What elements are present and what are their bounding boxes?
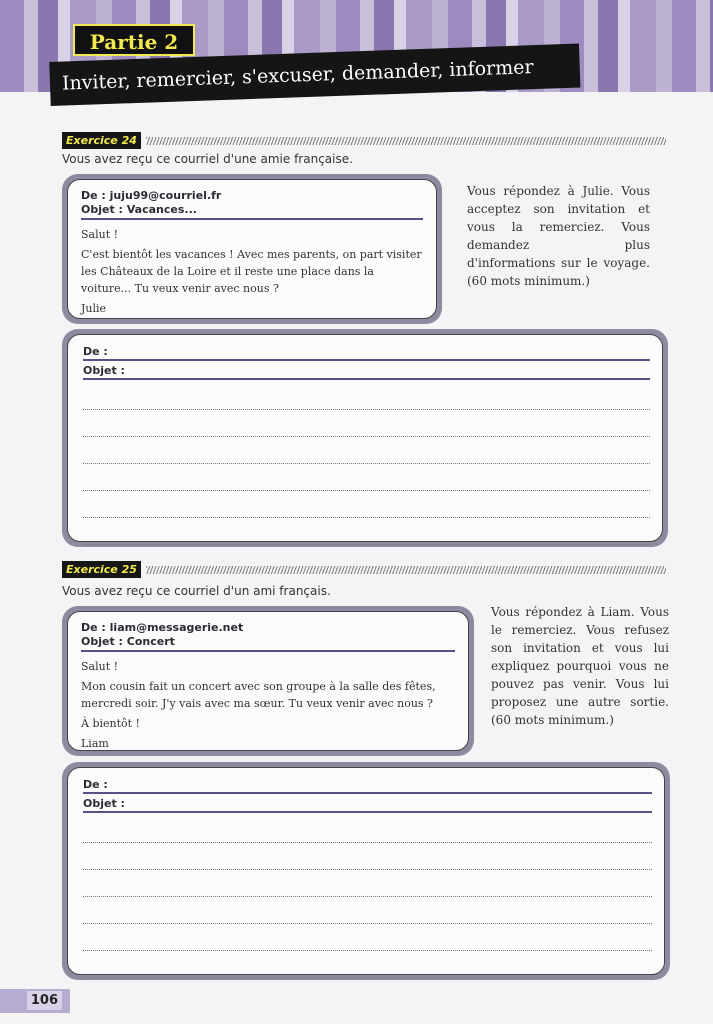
writing-line[interactable]	[83, 897, 652, 924]
email-closing: À bientôt !	[81, 717, 140, 730]
email-subject: Objet : Vacances...	[81, 203, 197, 216]
writing-line[interactable]	[83, 924, 652, 951]
answer-box-25	[62, 762, 670, 980]
email-header-rule	[81, 218, 423, 220]
writing-line[interactable]	[83, 518, 650, 545]
email-signature: Liam	[81, 737, 109, 750]
received-email-24	[62, 174, 442, 324]
exercise-25-hatch	[146, 566, 666, 574]
writing-line[interactable]	[83, 437, 650, 464]
email-greeting: Salut !	[81, 228, 119, 241]
answer-rule	[83, 811, 652, 813]
writing-line[interactable]	[83, 870, 652, 897]
writing-line[interactable]	[83, 410, 650, 437]
page-number: 106	[27, 991, 62, 1010]
exercise-25-label: Exercice 25	[62, 561, 141, 578]
exercise-25-intro: Vous avez reçu ce courriel d'un ami français.	[62, 584, 331, 598]
answer-subject-label: Objet :	[83, 797, 125, 810]
email-header-rule	[81, 650, 455, 652]
answer-from-label: De :	[83, 345, 108, 358]
answer-rule	[83, 378, 650, 380]
part-title: Partie 2	[73, 24, 195, 56]
exercise-24-intro: Vous avez reçu ce courriel d'une amie française.	[62, 152, 353, 166]
email-from: De : liam@messagerie.net	[81, 621, 244, 634]
answer-subject-label: Objet :	[83, 364, 125, 377]
exercise-24-label: Exercice 24	[62, 132, 141, 149]
received-email-25	[62, 606, 474, 756]
writing-line[interactable]	[83, 491, 650, 518]
writing-line[interactable]	[83, 816, 652, 843]
email-body: C'est bientôt les vacances ! Avec mes parents, on part visiter les Châteaux de la Loire et il reste une place dans la voiture... Tu veux venir avec nous ?	[81, 248, 422, 295]
email-from: De : juju99@courriel.fr	[81, 189, 222, 202]
writing-line[interactable]	[83, 383, 650, 410]
section-banner: Inviter, remercier, s'excuser, demander, informer	[49, 44, 580, 106]
answer-rule	[83, 792, 652, 794]
email-greeting: Salut !	[81, 660, 119, 673]
answer-box-24	[62, 329, 668, 547]
writing-line[interactable]	[83, 951, 652, 978]
answer-from-label: De :	[83, 778, 108, 791]
exercise-24-instruction: Vous répondez à Julie. Vous acceptez son invitation et vous la remerciez. Vous demandez plus d'informations sur le voyage. (60 mots minimum.)	[467, 184, 650, 288]
email-subject: Objet : Concert	[81, 635, 175, 648]
email-signature: Julie	[81, 302, 107, 315]
writing-line[interactable]	[83, 843, 652, 870]
answer-rule	[83, 359, 650, 361]
exercise-25-instruction: Vous répondez à Liam. Vous le remerciez. Vous refusez son invitation et vous lui expliquez pourquoi vous ne pouvez pas venir. Vous lui proposez une autre sortie. (60 mots minimum.)	[491, 605, 669, 727]
page-number-tab	[0, 989, 70, 1013]
writing-line[interactable]	[83, 464, 650, 491]
exercise-24-hatch	[146, 137, 666, 145]
email-body: Mon cousin fait un concert avec son groupe à la salle des fêtes, mercredi soir. J'y vais avec ma sœur. Tu veux venir avec nous ?	[81, 680, 436, 710]
